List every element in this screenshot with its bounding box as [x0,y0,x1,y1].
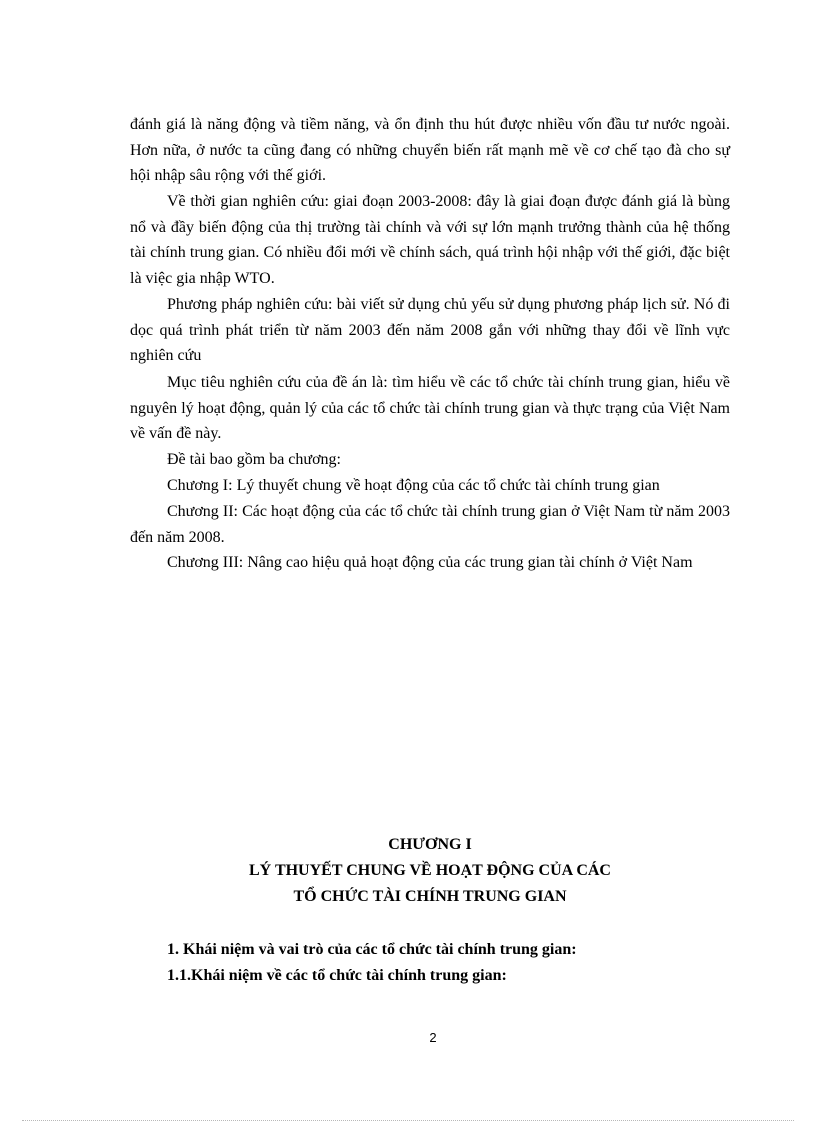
chapter-title-line-2: TỔ CHỨC TÀI CHÍNH TRUNG GIAN [293,888,567,905]
paragraph-chapter-1-summary: Chương I: Lý thuyết chung về hoạt động của các tổ chức tài chính trung gian [167,477,660,494]
paragraph-chapter-3-summary: Chương III: Nâng cao hiệu quả hoạt động của các trung gian tài chính ở Việt Nam [167,554,693,571]
page-number: 2 [429,1030,437,1045]
paragraph-research-method: Phương pháp nghiên cứu: bài viết sử dụng chủ yếu sử dụng phương pháp lịch sử. Nó đi dọc quá trình phát triển từ năm 2003 đến năm 2008 gắn với những thay đổi về lĩnh vực nghiên cứu [130,296,730,365]
page-bottom-divider [22,1120,794,1121]
paragraph-chapter-2-summary: Chương II: Các hoạt động của các tổ chức tài chính trung gian ở Việt Nam từ năm 2003 đến năm 2008. [130,503,730,546]
paragraph-continuation: đánh giá là năng động và tiềm năng, và ổn định thu hút được nhiều vốn đầu tư nước ngoài. Hơn nữa, ở nước ta cũng đang có những chuyển biến rất mạnh mẽ về cơ chế tạo đà cho sự hội nhập sâu rộng với thế giới. [130,116,730,185]
paragraph-research-period: Về thời gian nghiên cứu: giai đoạn 2003-2008: đây là giai đoạn được đánh giá là bùng nổ và đầy biến động của thị trường tài chính và với sự lớn mạnh trưởng thành của hệ thống tài chính trung gian. Có nhiều đổi mới về chính sách, quá trình hội nhập với thế giới, đặc biệt là việc gia nhập WTO. [130,193,730,287]
section-heading-1: 1. Khái niệm và vai trò của các tổ chức tài chính trung gian: [167,941,577,958]
chapter-title-line-1: LÝ THUYẾT CHUNG VỀ HOẠT ĐỘNG CỦA CÁC [249,862,611,879]
chapter-number: CHƯƠNG I [388,836,472,853]
paragraph-chapters-intro: Đề tài bao gồm ba chương: [167,451,341,468]
section-heading-1-1: 1.1.Khái niệm về các tổ chức tài chính trung gian: [167,967,507,984]
paragraph-research-objective: Mục tiêu nghiên cứu của đề án là: tìm hiểu về các tổ chức tài chính trung gian, hiểu về nguyên lý hoạt động, quản lý của các tổ chức tài chính trung gian và thực trạng của Việt Nam về vấn đề này. [130,374,730,443]
